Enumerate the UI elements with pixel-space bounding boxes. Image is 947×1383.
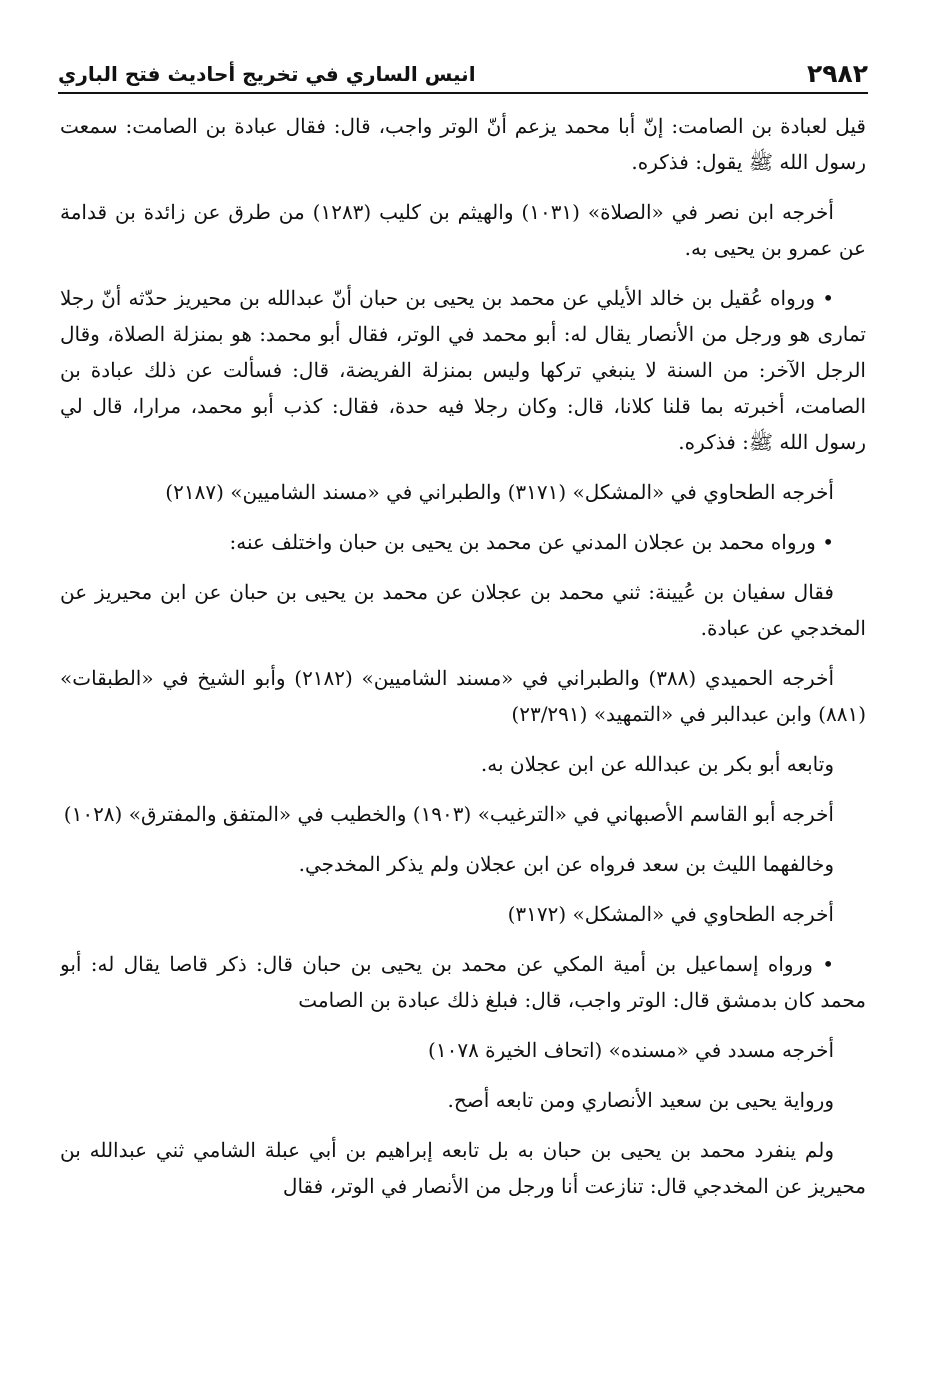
paragraph-9: أخرجه أبو القاسم الأصبهاني في «الترغيب» (١٩٠٣) والخطيب في «المتفق والمفترق» (١٠٢٨) xyxy=(63,802,834,826)
page-number: ٢٩٨٢ xyxy=(806,59,868,88)
paragraph-13: أخرجه مسدد في «مسنده» (اتحاف الخيرة ١٠٧٨) xyxy=(428,1038,834,1062)
paragraph-11: أخرجه الطحاوي في «المشكل» (٣١٧٢) xyxy=(507,902,834,926)
paragraph-1: قيل لعبادة بن الصامت: إنّ أبا محمد يزعم أنّ الوتر واجب، قال: فقال عبادة بن الصامت: سمعت رسول الله ﷺ يقول: فذكره. xyxy=(60,114,866,174)
paragraph-8: وتابعه أبو بكر بن عبدالله عن ابن عجلان به. xyxy=(480,752,834,776)
paragraph-12: • ورواه إسماعيل بن أمية المكي عن محمد بن يحيى بن حبان قال: ذكر قاصا يقال له: أبو محمد كان بدمشق قال: الوتر واجب، قال: فبلغ ذلك عبادة بن الصامت xyxy=(60,952,866,1012)
paragraph-7: أخرجه الحميدي (٣٨٨) والطبراني في «مسند الشاميين» (٢١٨٢) وأبو الشيخ في «الطبقات» (٨٨١) وابن عبدالبر في «التمهيد» (٢٣/٢٩١) xyxy=(60,666,866,726)
paragraph-6: فقال سفيان بن عُيينة: ثني محمد بن عجلان عن محمد بن يحيى بن حبان عن ابن محيريز عن المخدجي عن عبادة. xyxy=(60,580,866,640)
paragraph-15: ولم ينفرد محمد بن يحيى بن حبان به بل تابعه إبراهيم بن أبي عبلة الشامي ثني عبدالله بن محيريز عن المخدجي قال: تنازعت أنا ورجل من الأنصار في الوتر، فقال xyxy=(60,1138,866,1198)
paragraph-4: أخرجه الطحاوي في «المشكل» (٣١٧١) والطبراني في «مسند الشاميين» (٢١٨٧) xyxy=(165,480,834,504)
paragraph-10: وخالفهما الليث بن سعد فرواه عن ابن عجلان ولم يذكر المخدجي. xyxy=(298,852,834,876)
page-body xyxy=(60,108,866,1348)
page-header xyxy=(58,50,868,90)
running-title: انيس الساري في تخريج أحاديث فتح الباري xyxy=(58,62,476,86)
paragraph-14: ورواية يحيى بن سعيد الأنصاري ومن تابعه أصح. xyxy=(447,1088,834,1112)
header-divider xyxy=(58,92,868,94)
paragraph-3: • ورواه عُقيل بن خالد الأيلي عن محمد بن يحيى بن حبان أنّ عبدالله بن محيريز حدّثه أنّ رجلا تمارى هو ورجل من الأنصار يقال له: أبو محمد في الوتر، فقال أبو محمد: هو بمنزلة الصلاة، وقال الرجل الآخر: من السنة لا ينبغي تركها وليس بمنزلة الفريضة، قال: فسألت عن ذلك عبادة بن الصامت، أخبرته بما قلنا كلانا، قال: وكان رجلا فيه حدة، فقال: كذب أبو محمد، مرارا، قال لي رسول الله ﷺ: فذكره. xyxy=(60,286,866,454)
paragraph-2: أخرجه ابن نصر في «الصلاة» (١٠٣١) والهيثم بن كليب (١٢٨٣) من طرق عن زائدة بن قدامة عن عمرو بن يحيى به. xyxy=(60,200,866,260)
paragraph-5: • ورواه محمد بن عجلان المدني عن محمد بن يحيى بن حبان واختلف عنه: xyxy=(229,530,834,554)
